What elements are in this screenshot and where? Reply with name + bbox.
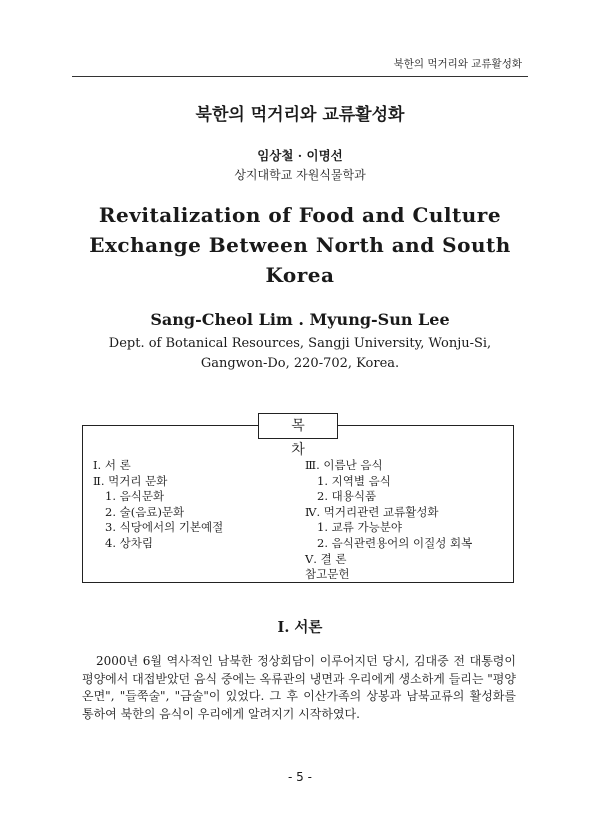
korean-title: 북한의 먹거리와 교류활성화 bbox=[195, 105, 405, 125]
english-title bbox=[0, 200, 600, 290]
toc-left-column bbox=[93, 458, 223, 552]
page-number: - 5 - bbox=[288, 770, 312, 784]
english-title-line: Korea bbox=[265, 263, 335, 287]
header-rule bbox=[72, 76, 528, 77]
english-authors: Sang-Cheol Lim . Myung-Sun Lee bbox=[150, 310, 450, 329]
toc-subitem: 2. 음식관련용어의 이질성 회복 bbox=[317, 535, 473, 550]
section-heading: Ⅰ. 서론 bbox=[277, 619, 323, 636]
toc-subitem: 2. 대용식품 bbox=[317, 489, 377, 504]
toc-right-column bbox=[305, 458, 472, 583]
toc-subitem: 1. 음식문화 bbox=[105, 489, 165, 504]
english-affiliation-line: Gangwon-Do, 220-702, Korea. bbox=[200, 356, 400, 371]
toc-item: Ⅱ. 먹거리 문화 bbox=[93, 473, 168, 488]
toc-subitem: 4. 상차림 bbox=[105, 535, 153, 550]
toc-subitem: 3. 식당에서의 기본예절 bbox=[105, 520, 224, 535]
toc-item: 참고문헌 bbox=[305, 567, 350, 582]
table-of-contents-label: 목 차 bbox=[258, 413, 338, 439]
english-title-line: Revitalization of Food and Culture bbox=[98, 203, 502, 227]
korean-authors: 임상철 · 이명선 bbox=[257, 148, 343, 163]
toc-subitem: 2. 술(음료)문화 bbox=[105, 504, 185, 519]
toc-item: Ⅰ. 서 론 bbox=[93, 458, 131, 472]
body-paragraph: 2000년 6월 역사적인 남북한 정상회담이 이루어지던 당시, 김대중 전 대통령이 평양에서 대접받았던 음식 중에는 옥류관의 냉면과 우리에게 생소하게 들리는 "평양온면", "들쭉술", "금술"이 있었다. 그 후 이산가족의 상봉과 남북교류의 활성화를 통하여 북한의 음식이 우리에게 알려지기 시작하였다. bbox=[82, 654, 516, 721]
toc-item: Ⅲ. 이름난 음식 bbox=[305, 458, 383, 472]
toc-item: Ⅳ. 먹거리관련 교류활성화 bbox=[305, 504, 439, 519]
korean-affiliation: 상지대학교 자원식물학과 bbox=[234, 168, 366, 182]
english-title-line: Exchange Between North and South bbox=[89, 233, 511, 257]
english-affiliation bbox=[0, 334, 600, 374]
toc-subitem: 1. 교류 가능분야 bbox=[317, 520, 402, 535]
english-affiliation-line: Dept. of Botanical Resources, Sangji University, Wonju-Si, bbox=[108, 336, 492, 351]
toc-item: Ⅴ. 결 론 bbox=[305, 551, 347, 566]
toc-subitem: 1. 지역별 음식 bbox=[317, 473, 391, 488]
running-head: 북한의 먹거리와 교류활성화 bbox=[393, 58, 522, 70]
